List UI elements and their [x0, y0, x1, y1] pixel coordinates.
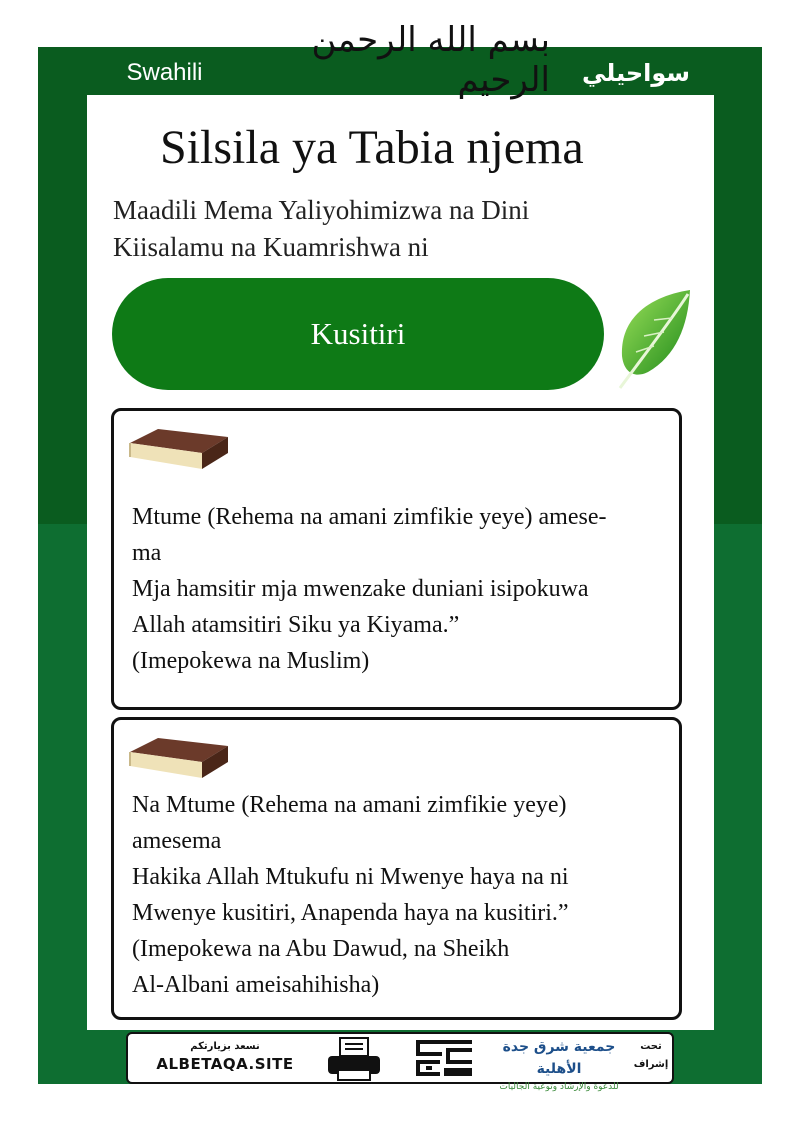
- hadith-line: amesema: [132, 828, 222, 854]
- topic-banner: Kusitiri: [112, 278, 604, 390]
- language-label-right: سواحيلي: [558, 50, 714, 95]
- hadith-line: Na Mtume (Rehema na amani zimfikie yeye): [132, 792, 567, 818]
- hadith-card: [111, 408, 682, 710]
- hadith-line: (Imepokewa na Muslim): [132, 648, 370, 674]
- hadith-line: Al-Albani ameisahihisha): [132, 972, 380, 998]
- hadith-card: [111, 717, 682, 1020]
- hadith-text: [132, 787, 669, 1003]
- visit-text: نسعد بزيارتكم: [190, 1041, 260, 1052]
- printer-icon[interactable]: [324, 1036, 384, 1082]
- book-icon: [124, 423, 232, 471]
- qr-logo-icon: [412, 1036, 476, 1080]
- hadith-line: Mja hamsitir mja mwenzake duniani isipokuwa: [132, 576, 589, 602]
- subtitle-line: Maadili Mema Yaliyohimizwa na Dini: [113, 195, 530, 225]
- subtitle-line: Kiisalamu na Kuamrishwa ni: [113, 232, 429, 262]
- language-label-left: Swahili: [87, 50, 242, 95]
- page-title: Silsila ya Tabia njema: [160, 121, 584, 174]
- association-name: جمعية شرق جدة الأهلية: [502, 1039, 616, 1077]
- hadith-line: ma: [132, 540, 162, 566]
- association-subtitle: للدعوة والإرشاد وتوعية الجاليات: [499, 1082, 619, 1092]
- hadith-line: Allah atamsitiri Siku ya Kiyama.”: [132, 612, 460, 638]
- site-link[interactable]: [132, 1038, 318, 1078]
- hadith-text: [132, 499, 669, 679]
- site-url[interactable]: ALBETAQA.SITE: [156, 1055, 294, 1073]
- hadith-line: Mwenye kusitiri, Anapenda haya na kusitiri.”: [132, 900, 569, 926]
- hadith-line: (Imepokewa na Abu Dawud, na Sheikh: [132, 936, 510, 962]
- association-logo: [490, 1036, 628, 1092]
- leaf-icon: [612, 286, 694, 392]
- book-icon: [124, 732, 232, 780]
- hadith-line: Hakika Allah Mtukufu ni Mwenye haya na ni: [132, 864, 569, 890]
- footer-bar: [126, 1032, 674, 1092]
- hadith-line: Mtume (Rehema na amani zimfikie yeye) amese-: [132, 504, 607, 530]
- basmala-calligraphy: بسم الله الرحمن الرحيم: [311, 19, 550, 100]
- supervision-label: تحت إشراف: [633, 1041, 669, 1070]
- page-subtitle: [113, 192, 633, 266]
